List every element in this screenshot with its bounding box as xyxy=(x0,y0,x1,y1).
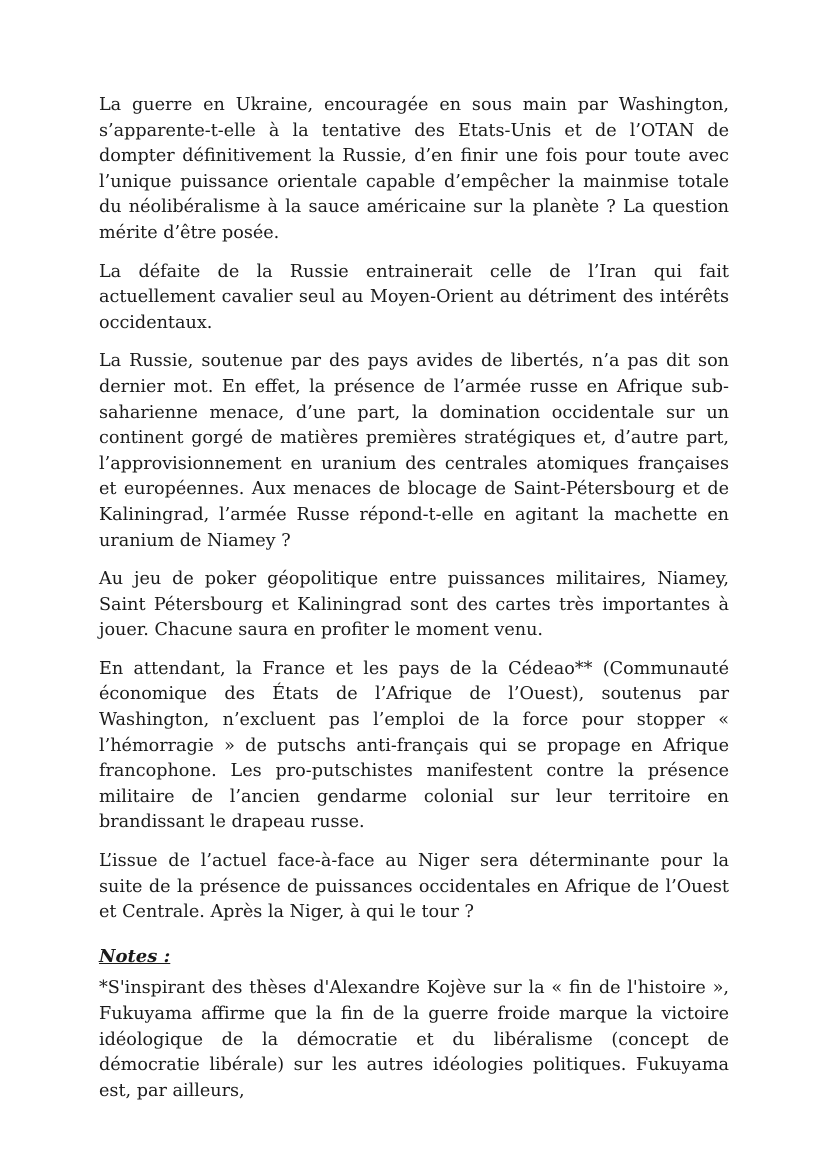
paragraph-ukraine-war: La guerre en Ukraine, encouragée en sous main par Washington, s’apparente-t-elle à la tentative des Etats-Unis et de l’OTAN de dompter définitivement la Russie, d’en finir une fois pour toute avec l’unique puissance orientale capable d’empêcher la mainmise totale du néolibéralisme à la sauce américaine sur la planète ? La question mérite d’être posée. xyxy=(99,95,729,243)
paragraph-niger-outcome: L’issue de l’actuel face-à-face au Niger sera déterminante pour la suite de la présence de puissances occidentales en Afrique de l’Ouest et Centrale. Après la Niger, à qui le tour ? xyxy=(99,851,729,923)
paragraph-geopolitical-poker: Au jeu de poker géopolitique entre puissances militaires, Niamey, Saint Pétersbourg et Kaliningrad sont des cartes très importantes à jouer. Chacune saura en profiter le moment venu. xyxy=(99,569,729,641)
page-body xyxy=(99,93,729,1117)
notes-heading: Notes : xyxy=(99,945,171,967)
paragraph-russia-africa: La Russie, soutenue par des pays avides de libertés, n’a pas dit son dernier mot. En effet, la présence de l’armée russe en Afrique sub-saharienne menace, d’une part, la domination occidentale sur un continent gorgé de matières premières stratégiques et, d’autre part, l’approvisionnement en uranium des centrales atomiques françaises et européennes. Aux menaces de blocage de Saint-Pétersbourg et de Kaliningrad, l’armée Russe répond-t-elle en agitant la machette en uranium de Niamey ? xyxy=(99,351,729,551)
note-fukuyama: *S'inspirant des thèses d'Alexandre Kojève sur la « fin de l'histoire », Fukuyama affirme que la fin de la guerre froide marque la victoire idéologique de la démocratie et du libéralisme (concept de démocratie libérale) sur les autres idéologies politiques. Fukuyama est, par ailleurs, xyxy=(99,978,729,1101)
paragraph-cedeao: En attendant, la France et les pays de la Cédeao** (Communauté économique des États de l’Afrique de l’Ouest), soutenus par Washington, n’excluent pas l’emploi de la force pour stopper « l’hémorragie » de putschs anti-français qui se propage en Afrique francophone. Les pro-putschistes manifestent contre la présence militaire de l’ancien gendarme colonial sur leur territoire en brandissant le drapeau russe. xyxy=(99,658,729,833)
paragraph-russia-defeat-iran: La défaite de la Russie entrainerait celle de l’Iran qui fait actuellement cavalier seul au Moyen-Orient au détriment des intérêts occidentaux. xyxy=(99,261,729,333)
